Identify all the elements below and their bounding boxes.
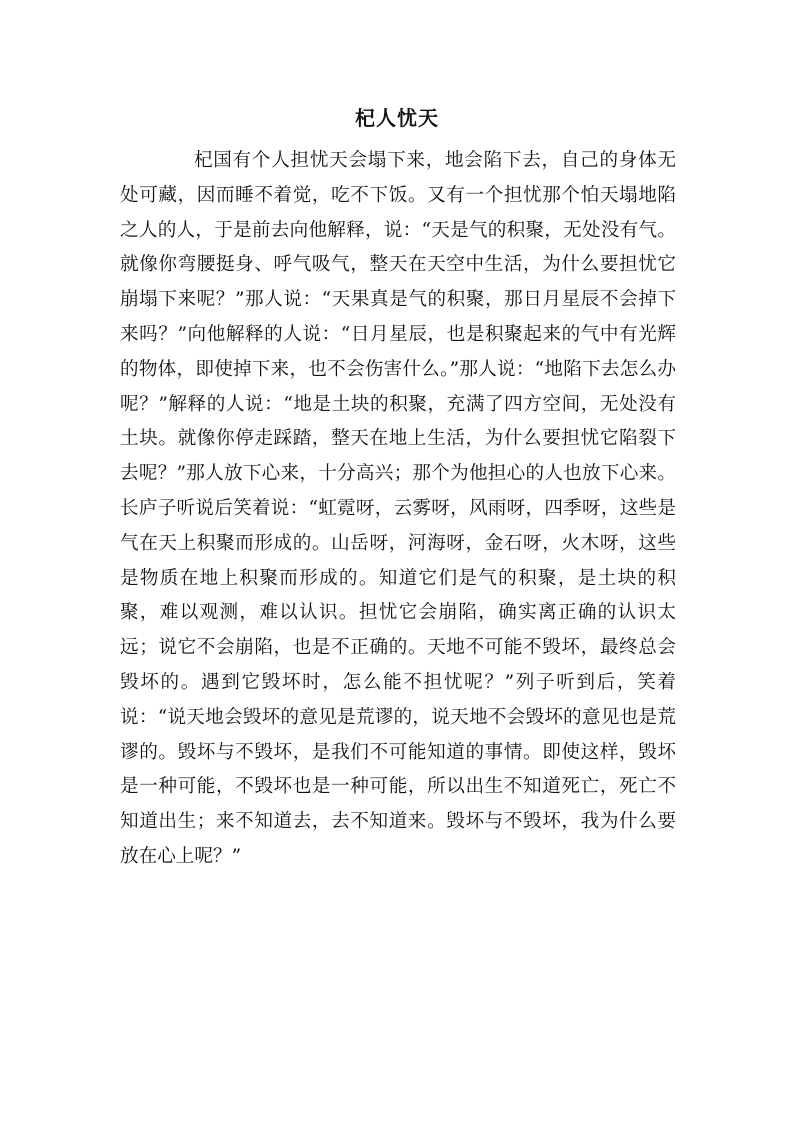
document-title: 杞人忧天 bbox=[355, 106, 439, 130]
document-paragraph: 杞国有个人担忧天会塌下来，地会陷下去，自己的身体无处可藏，因而睡不着觉，吃不下饭。又有一个担忧那个怕天塌地陷之人的人，于是前去向他解释，说：“天是气的积聚，无处没有气。就像你弯腰挺身、呼气吸气，整天在天空中生活，为什么要担忧它崩塌下来呢？”那人说：“天果真是气的积聚，那日月星辰不会掉下来吗？”向他解释的人说：“日月星辰，也是积聚起来的气中有光辉的物体，即使掉下来，也不会伤害什么。”那人说：“地陷下去怎么办呢？”解释的人说：“地是土块的积聚，充满了四方空间，无处没有土块。就像你停走踩踏，整天在地上生活，为什么要担忧它陷裂下去呢？”那人放下心来，十分高兴；那个为他担心的人也放下心来。长庐子听说后笑着说：“虹霓呀，云雾呀，风雨呀，四季呀，这些是气在天上积聚而形成的。山岳呀，河海呀，金石呀，火木呀，这些是物质在地上积聚而形成的。知道它们是气的积聚，是土块的积聚，难以观测，难以认识。担忧它会崩陷，确实离正确的认识太远；说它不会崩陷，也是不正确的。天地不可能不毁坏，最终总会毁坏的。遇到它毁坏时，怎么能不担忧呢？”列子听到后，笑着说：“说天地会毁坏的意见是荒谬的，说天地不会毁坏的意见也是荒谬的。毁坏与不毁坏，是我们不可能知道的事情。即使这样，毁坏是一种可能，不毁坏也是一种可能，所以出生不知道死亡，死亡不知道出生；来不知道去，去不知道来。毁坏与不毁坏，我为什么要放在心上呢？” bbox=[120, 150, 676, 867]
